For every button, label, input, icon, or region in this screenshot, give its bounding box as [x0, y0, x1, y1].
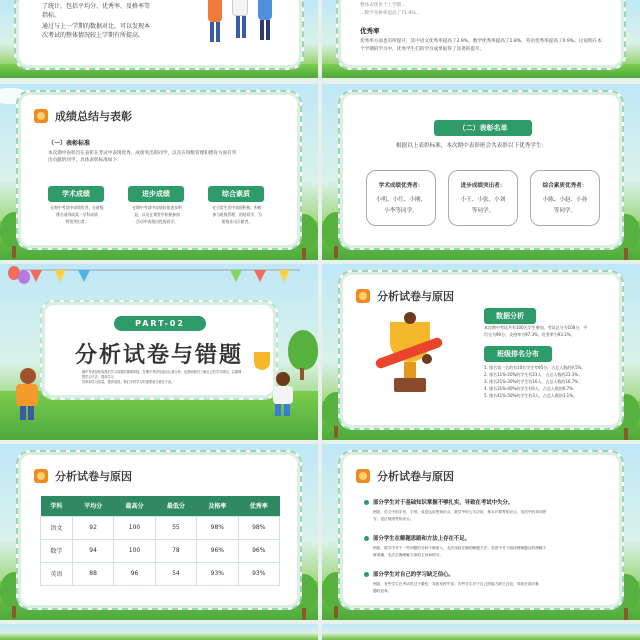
- table-cell: 92: [72, 516, 113, 539]
- table-cell: 英语: [41, 562, 73, 585]
- category-text: [204, 204, 270, 225]
- slide-part-divider: [0, 264, 318, 440]
- award-names: 等同学。: [471, 208, 495, 214]
- table-cell: 78: [155, 539, 196, 562]
- table-cell: 93%: [197, 562, 238, 585]
- slide-score-table: [0, 444, 318, 620]
- award-names: 小王、小张、小刘: [460, 197, 506, 203]
- slide-heading: [34, 468, 132, 484]
- table-cell: 93%: [238, 562, 279, 585]
- table-cell: 96%: [197, 539, 238, 562]
- data-analysis-pill: 数据分析: [484, 308, 536, 324]
- tree: [288, 330, 318, 370]
- trophy-icon: [254, 352, 270, 370]
- text-line: 期中考试是检验我们学习成果的重要阶段，在期中考试结束后认真分析，也帮助我们了解自己的学习情况，以便调整学习方法，提高学习: [82, 370, 242, 379]
- award-names: 小明、小红、小刚、: [375, 197, 427, 203]
- trophy-illustration: [370, 312, 450, 408]
- rank-item: 5. 排名41%-50%的学生有3人，占总人数的3.1%。: [484, 393, 578, 398]
- text-line: 显，以及在课堂中积极参加: [134, 212, 180, 217]
- slide-partial: [322, 624, 640, 640]
- slide-title: 成绩总结与表彰: [55, 110, 132, 123]
- part-title: 分析试卷与错题: [74, 343, 243, 368]
- list-badge: （二）表彰名单: [434, 120, 532, 136]
- slide-reasons: [322, 444, 640, 620]
- slide-excellent-rate: [322, 0, 640, 78]
- table-cell: 数学: [41, 539, 73, 562]
- rank-pill: 班级排名分布: [484, 346, 552, 362]
- table-cell: 88: [72, 562, 113, 585]
- slide-heading: [356, 288, 454, 304]
- slide-title: 分析试卷与原因: [377, 470, 454, 483]
- data-line: 本次期中考试共有100名学生参加，考试总分为100分，平: [484, 325, 588, 330]
- sub-title: 优秀率: [360, 27, 380, 35]
- bullet-icon: [364, 572, 369, 577]
- table-cell: 98%: [238, 516, 279, 539]
- text-line: 参与班级管理，团结同学，为: [212, 212, 262, 217]
- reason-point: [364, 498, 614, 523]
- rank-item: 3. 排名21%-30%的学生有16人，占总人数的16.7%；: [484, 379, 583, 384]
- table-cell: 55: [155, 516, 196, 539]
- slide-commendation-list: [322, 84, 640, 260]
- point-line: 例如，数学中对于一些问题的分析不够深入，无法找到正确的解题方法；英语中对于阅读理解题目的理解不: [373, 546, 547, 550]
- point-line: 写、语法规则等知识点。: [373, 517, 414, 521]
- text-line: 在日常生活中表现积极，积极: [212, 205, 262, 210]
- rank-list: [484, 364, 585, 399]
- book-icon: [356, 469, 370, 483]
- summary-text: [42, 2, 150, 40]
- text-line: 在期中考试中成绩优秀，在班级: [50, 205, 104, 210]
- score-table: [40, 496, 280, 586]
- rank-item: 4. 排名31%-40%的学生有6人，占总人数的6.7%；: [484, 386, 578, 391]
- award-names: 等同学。: [553, 208, 577, 214]
- category-text: [44, 204, 110, 225]
- table-cell: 100: [114, 539, 155, 562]
- point-title: 部分学生在解题思路和方法上存在不足。: [373, 536, 471, 542]
- bunting-icon: [20, 268, 300, 288]
- point-line: 例如，语文中的字音、字形、成语运用等知识点，数学中的公式应用，基本计算等知识点，英语中的单词拼: [373, 510, 547, 514]
- award-title: 进步成绩突出者：: [460, 183, 506, 189]
- bullet-icon: [364, 536, 369, 541]
- award-names: 小陈、小赵、小孙: [542, 197, 588, 203]
- slide-card: [14, 0, 304, 70]
- part-desc: [82, 370, 242, 385]
- text-line: 个学期的学习中，优秀学生们的学习成果取得了显著的提升。: [360, 47, 485, 52]
- text-line: 排名前列或某一学科成绩: [56, 212, 98, 217]
- book-icon: [356, 289, 370, 303]
- table-header: 优秀率: [238, 496, 279, 516]
- text-line: 了统计，包括平均分、优秀率、及格率等: [42, 3, 151, 10]
- text-line: 活动中表现出色的同学。: [136, 219, 178, 224]
- list-intro: 根据以上表彰标准，本次期中表彰班会共表彰以下优秀学生：: [396, 143, 548, 149]
- section-sub: （一）表彰标准: [48, 140, 91, 147]
- slide-card: [16, 90, 302, 250]
- slide-card: [338, 450, 624, 610]
- reason-point: [364, 534, 614, 559]
- data-line: 均分为90分，及格率为97.3%，优秀率为93.3%。: [484, 332, 575, 337]
- award-box: [530, 170, 600, 226]
- slide-partial: [0, 624, 318, 640]
- point-line: 例如，有些学生在考试时过于紧张，导致发挥失常；有些学生对于自己的能力缺乏自信，导致在面对难: [373, 582, 539, 586]
- point-title: 部分学生对于基础知识掌握不够扎实，导致在考试中失分。: [373, 500, 514, 506]
- students-illustration: [202, 0, 282, 48]
- category-text: [124, 204, 190, 225]
- part-label: PART-02: [114, 316, 206, 331]
- rank-item: 2. 排名11%-20%的学生有23人，占总人数的23.3%；: [484, 372, 583, 377]
- table-cell: 100: [114, 516, 155, 539]
- award-names: 小李等同学。: [384, 208, 418, 214]
- text-line: 特别突出者。: [65, 219, 89, 224]
- table-header: 最低分: [155, 496, 196, 516]
- category-pill: 学术成绩: [48, 186, 104, 202]
- text-line: 次考试的整体情况较上学期有所提高。: [42, 32, 145, 39]
- table-cell: 98%: [197, 516, 238, 539]
- table-cell: 94: [72, 539, 113, 562]
- slide-card: [338, 90, 624, 250]
- slide-commendation-standards: [0, 84, 318, 260]
- table-header: 及格率: [197, 496, 238, 516]
- point-line: 题时放弃。: [373, 589, 392, 593]
- slide-card: [336, 0, 626, 70]
- text-line: 效率和学习质量，提高成绩。我们平时学习的重要意义就在于此。: [82, 380, 175, 384]
- boy-illustration: [270, 372, 296, 422]
- slide-card: [40, 300, 278, 400]
- table-row: [41, 516, 280, 539]
- desc-line: 出贡献的同学。具体表彰标准如下：: [48, 158, 122, 163]
- table-header-row: [41, 496, 280, 516]
- slide-title: 分析试卷与原因: [55, 470, 132, 483]
- table-cell: 54: [155, 562, 196, 585]
- table-cell: 96%: [238, 539, 279, 562]
- text-line: 指标。: [42, 12, 61, 19]
- bunting-flags: [20, 268, 300, 288]
- table-header: 最高分: [114, 496, 155, 516]
- award-box: [366, 170, 436, 226]
- category-pill: 进步成绩: [128, 186, 184, 202]
- slide-card: [338, 270, 624, 430]
- table-row: [41, 539, 280, 562]
- table-row: [41, 562, 280, 585]
- reason-point: [364, 570, 614, 595]
- point-title: 部分学生对自己的学习缺乏信心。: [373, 572, 454, 578]
- book-icon: [34, 469, 48, 483]
- text-line: 优秀率方面也有所提升，其中语文优秀率提高了2.9%，数学优秀率提高了1.8%，英语优秀率提高了0.9%。这说明在本: [360, 39, 602, 44]
- boy-illustration: [12, 368, 42, 424]
- award-box: [448, 170, 518, 226]
- rank-item: 1. 排名第一名的有10名学生考95分，占总人数的9.5%；: [484, 365, 586, 370]
- text-line: 整体表现优于上学期...: [360, 3, 406, 8]
- text-line: 在期中考试中成绩较前进步明: [132, 205, 182, 210]
- text-line: 班级作出贡献者。: [221, 219, 253, 224]
- point-line: 够准确，无法正确理解文章的主旨和细节。: [373, 553, 444, 557]
- table-header: 平均分: [72, 496, 113, 516]
- slide-card: [16, 450, 302, 610]
- table-cell: 96: [114, 562, 155, 585]
- table-cell: 语文: [41, 516, 73, 539]
- text-line: 通过与上一学期的数据对比，可以发现本: [42, 23, 151, 30]
- table-header: 学科: [41, 496, 73, 516]
- bullet-icon: [364, 500, 369, 505]
- text-line: ...数学及格率提高了71.9%...: [360, 11, 421, 16]
- award-title: 学术成绩优秀者：: [378, 183, 424, 189]
- slide-title: 分析试卷与原因: [377, 290, 454, 303]
- book-icon: [34, 109, 48, 123]
- desc-line: 本次期中表彰旨在表彰在考试中表现优秀、成绩突出的同学，以及在班级管理和德育方面有突: [48, 151, 237, 156]
- slide-heading: [34, 108, 132, 124]
- category-pill: 综合素质: [208, 186, 264, 202]
- slide-heading: [356, 468, 454, 484]
- slide-summary-intro: [0, 0, 318, 78]
- slide-data-analysis: [322, 264, 640, 440]
- award-title: 综合素质优秀者：: [542, 183, 588, 189]
